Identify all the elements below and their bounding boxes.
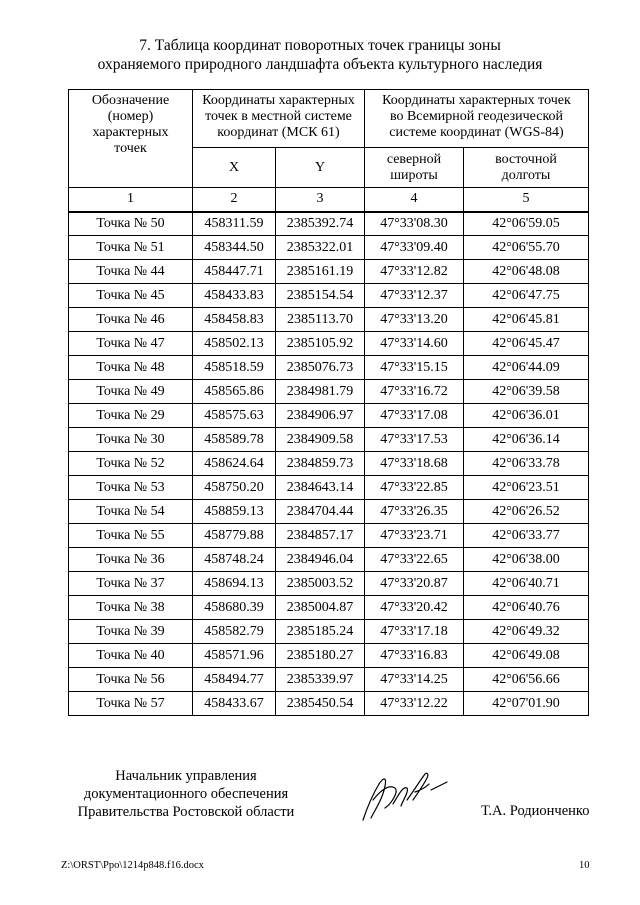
y-coordinate: 2385161.19: [276, 260, 365, 284]
latitude: 47°33'22.85: [365, 476, 464, 500]
table-row: [69, 212, 589, 236]
x-coordinate: 458565.86: [193, 380, 276, 404]
column-number: 1: [69, 188, 193, 212]
latitude: 47°33'17.18: [365, 620, 464, 644]
x-coordinate: 458859.13: [193, 500, 276, 524]
table-row: [69, 308, 589, 332]
point-designation: Точка № 30: [69, 428, 193, 452]
signatory-position-line: документационного обеспечения: [83, 786, 289, 802]
latitude: 47°33'26.35: [365, 500, 464, 524]
y-coordinate: 2384981.79: [276, 380, 365, 404]
y-coordinate: 2385339.97: [276, 668, 365, 692]
table-row: [69, 452, 589, 476]
table-row: [69, 668, 589, 692]
longitude: 42°07'01.90: [464, 692, 589, 716]
x-coordinate: 458680.39: [193, 596, 276, 620]
x-coordinate: 458624.64: [193, 452, 276, 476]
longitude: 42°06'59.05: [464, 212, 589, 236]
latitude: 47°33'14.60: [365, 332, 464, 356]
longitude: 42°06'56.66: [464, 668, 589, 692]
x-coordinate: 458458.83: [193, 308, 276, 332]
longitude: 42°06'49.32: [464, 620, 589, 644]
y-coordinate: 2385113.70: [276, 308, 365, 332]
longitude: 42°06'39.58: [464, 380, 589, 404]
latitude: 47°33'22.65: [365, 548, 464, 572]
y-coordinate: 2384946.04: [276, 548, 365, 572]
longitude: 42°06'33.78: [464, 452, 589, 476]
page-number: 10: [579, 860, 590, 871]
point-designation: Точка № 49: [69, 380, 193, 404]
column-number: 4: [365, 188, 464, 212]
header-x: X: [193, 148, 276, 188]
column-number: 3: [276, 188, 365, 212]
table-row: [69, 356, 589, 380]
x-coordinate: 458447.71: [193, 260, 276, 284]
x-coordinate: 458344.50: [193, 236, 276, 260]
latitude: 47°33'18.68: [365, 452, 464, 476]
x-coordinate: 458779.88: [193, 524, 276, 548]
latitude: 47°33'20.42: [365, 596, 464, 620]
latitude: 47°33'20.87: [365, 572, 464, 596]
table-row: [69, 404, 589, 428]
footer-file-path: Z:\ORST\Ppo\1214p848.f16.docx: [61, 860, 204, 871]
table-title-line-2: охраняемого природного ландшафта объекта культурного наследия: [97, 56, 543, 73]
signatory-position-line: Правительства Ростовской области: [77, 804, 295, 820]
signatory-position: [56, 767, 316, 821]
point-designation: Точка № 29: [69, 404, 193, 428]
point-designation: Точка № 37: [69, 572, 193, 596]
table-row: [69, 500, 589, 524]
point-designation: Точка № 45: [69, 284, 193, 308]
y-coordinate: 2385004.87: [276, 596, 365, 620]
latitude: 47°33'23.71: [365, 524, 464, 548]
longitude: 42°06'40.76: [464, 596, 589, 620]
point-designation: Точка № 54: [69, 500, 193, 524]
latitude: 47°33'16.83: [365, 644, 464, 668]
point-designation: Точка № 50: [69, 212, 193, 236]
y-coordinate: 2385180.27: [276, 644, 365, 668]
latitude: 47°33'14.25: [365, 668, 464, 692]
longitude: 42°06'26.52: [464, 500, 589, 524]
y-coordinate: 2385076.73: [276, 356, 365, 380]
longitude: 42°06'45.81: [464, 308, 589, 332]
longitude: 42°06'48.08: [464, 260, 589, 284]
table-row: [69, 596, 589, 620]
point-designation: Точка № 44: [69, 260, 193, 284]
y-coordinate: 2385322.01: [276, 236, 365, 260]
table-body: [69, 212, 589, 716]
latitude: 47°33'17.08: [365, 404, 464, 428]
x-coordinate: 458750.20: [193, 476, 276, 500]
signatory-name: Т.А. Родионченко: [481, 803, 590, 819]
longitude: 42°06'33.77: [464, 524, 589, 548]
table-title: [0, 36, 640, 74]
longitude: 42°06'45.47: [464, 332, 589, 356]
y-coordinate: 2384906.97: [276, 404, 365, 428]
header-wgs-coordinates: Координаты характерных точек во Всемирной геодезической системе координат (WGS-84): [365, 90, 589, 148]
point-designation: Точка № 40: [69, 644, 193, 668]
table-row: [69, 548, 589, 572]
y-coordinate: 2385450.54: [276, 692, 365, 716]
x-coordinate: 458582.79: [193, 620, 276, 644]
x-coordinate: 458311.59: [193, 212, 276, 236]
latitude: 47°33'09.40: [365, 236, 464, 260]
latitude: 47°33'13.20: [365, 308, 464, 332]
header-latitude: северной широты: [365, 148, 464, 188]
x-coordinate: 458502.13: [193, 332, 276, 356]
column-number: 2: [193, 188, 276, 212]
x-coordinate: 458571.96: [193, 644, 276, 668]
y-coordinate: 2385154.54: [276, 284, 365, 308]
handwritten-signature: [355, 760, 455, 824]
longitude: 42°06'38.00: [464, 548, 589, 572]
y-coordinate: 2385185.24: [276, 620, 365, 644]
y-coordinate: 2385105.92: [276, 332, 365, 356]
longitude: 42°06'55.70: [464, 236, 589, 260]
latitude: 47°33'16.72: [365, 380, 464, 404]
point-designation: Точка № 39: [69, 620, 193, 644]
point-designation: Точка № 48: [69, 356, 193, 380]
y-coordinate: 2384704.44: [276, 500, 365, 524]
point-designation: Точка № 55: [69, 524, 193, 548]
column-number: 5: [464, 188, 589, 212]
latitude: 47°33'12.37: [365, 284, 464, 308]
y-coordinate: 2384909.58: [276, 428, 365, 452]
header-longitude: восточной долготы: [464, 148, 589, 188]
y-coordinate: 2385003.52: [276, 572, 365, 596]
x-coordinate: 458518.59: [193, 356, 276, 380]
longitude: 42°06'47.75: [464, 284, 589, 308]
latitude: 47°33'17.53: [365, 428, 464, 452]
table-row: [69, 572, 589, 596]
x-coordinate: 458433.83: [193, 284, 276, 308]
table-row: [69, 692, 589, 716]
x-coordinate: 458433.67: [193, 692, 276, 716]
longitude: 42°06'36.14: [464, 428, 589, 452]
longitude: 42°06'36.01: [464, 404, 589, 428]
table-row: [69, 380, 589, 404]
table-row: [69, 284, 589, 308]
x-coordinate: 458589.78: [193, 428, 276, 452]
y-coordinate: 2384859.73: [276, 452, 365, 476]
longitude: 42°06'23.51: [464, 476, 589, 500]
table-row: [69, 428, 589, 452]
coordinates-table: [68, 89, 589, 716]
point-designation: Точка № 36: [69, 548, 193, 572]
latitude: 47°33'12.82: [365, 260, 464, 284]
table-row: [69, 524, 589, 548]
signatory-position-line: Начальник управления: [115, 768, 257, 784]
table-row: [69, 260, 589, 284]
header-local-coordinates: Координаты характерных точек в местной системе координат (МСК 61): [193, 90, 365, 148]
table-row: [69, 644, 589, 668]
point-designation: Точка № 47: [69, 332, 193, 356]
table-title-line-1: 7. Таблица координат поворотных точек границы зоны: [139, 37, 501, 54]
longitude: 42°06'44.09: [464, 356, 589, 380]
table-row: [69, 236, 589, 260]
point-designation: Точка № 53: [69, 476, 193, 500]
longitude: 42°06'49.08: [464, 644, 589, 668]
latitude: 47°33'15.15: [365, 356, 464, 380]
y-coordinate: 2384857.17: [276, 524, 365, 548]
y-coordinate: 2384643.14: [276, 476, 365, 500]
x-coordinate: 458494.77: [193, 668, 276, 692]
point-designation: Точка № 46: [69, 308, 193, 332]
column-number-row: [69, 188, 589, 212]
table-row: [69, 332, 589, 356]
point-designation: Точка № 56: [69, 668, 193, 692]
table-row: [69, 620, 589, 644]
latitude: 47°33'08.30: [365, 212, 464, 236]
table-row: [69, 476, 589, 500]
x-coordinate: 458575.63: [193, 404, 276, 428]
table-header-row: [69, 90, 589, 148]
point-designation: Точка № 52: [69, 452, 193, 476]
y-coordinate: 2385392.74: [276, 212, 365, 236]
header-y: Y: [276, 148, 365, 188]
point-designation: Точка № 38: [69, 596, 193, 620]
x-coordinate: 458748.24: [193, 548, 276, 572]
header-designation: Обозначение (номер) характерных точек: [69, 90, 193, 188]
x-coordinate: 458694.13: [193, 572, 276, 596]
point-designation: Точка № 57: [69, 692, 193, 716]
latitude: 47°33'12.22: [365, 692, 464, 716]
longitude: 42°06'40.71: [464, 572, 589, 596]
point-designation: Точка № 51: [69, 236, 193, 260]
